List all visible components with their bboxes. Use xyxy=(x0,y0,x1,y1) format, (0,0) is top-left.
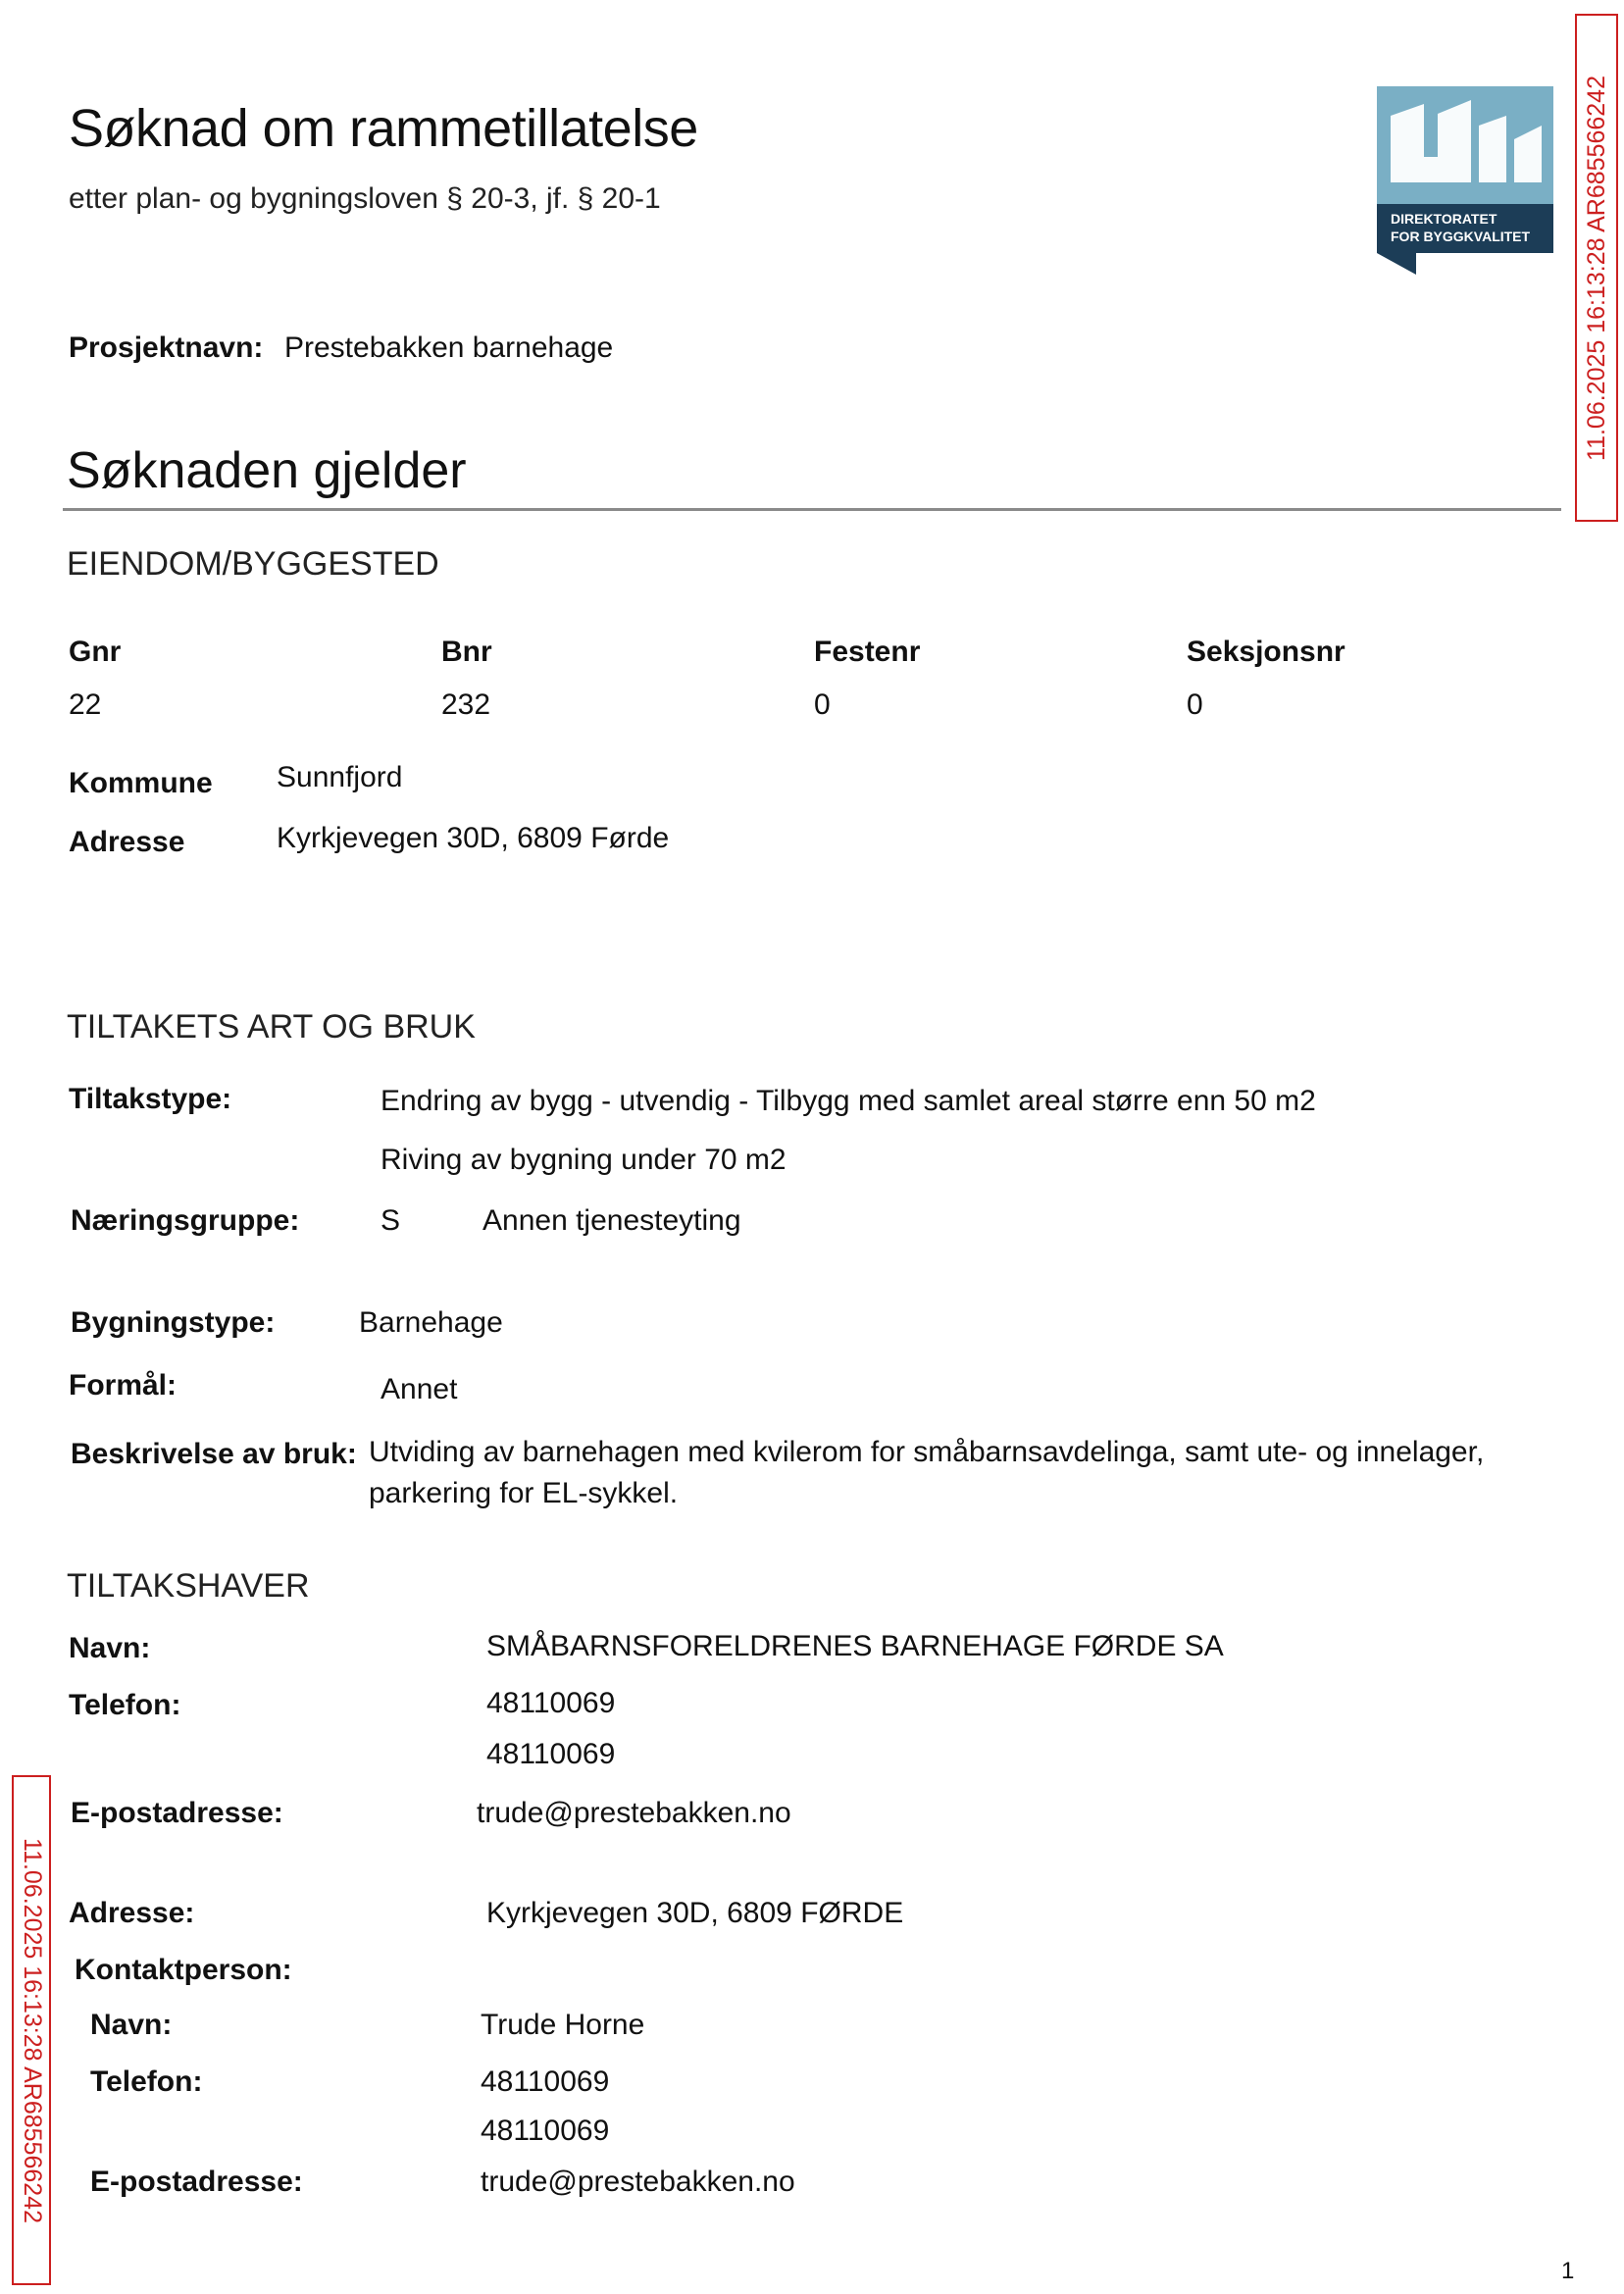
kommune-value: Sunnfjord xyxy=(277,761,403,793)
naeringsgruppe-label: Næringsgruppe: xyxy=(71,1204,300,1237)
kontaktperson-label: Kontaktperson: xyxy=(75,1954,292,1986)
stamp-text: 11.06.2025 16:13:28 AR685566242 xyxy=(18,1837,46,2223)
festenr-label: Festenr xyxy=(814,636,921,668)
tiltakshaver-adresse-label: Adresse: xyxy=(69,1897,195,1929)
tiltakshaver-telefon-value-1: 48110069 xyxy=(486,1687,616,1719)
gnr-label: Gnr xyxy=(69,636,122,668)
beskrivelse-label: Beskrivelse av bruk: xyxy=(71,1438,357,1470)
stamp-text: 11.06.2025 16:13:28 AR685566242 xyxy=(1582,75,1610,461)
naeringsgruppe-value: Annen tjenesteyting xyxy=(482,1204,741,1237)
kontakt-epost-value: trude@prestebakken.no xyxy=(481,2166,795,2198)
kontakt-telefon-value-1: 48110069 xyxy=(481,2065,610,2098)
kontakt-navn-label: Navn: xyxy=(90,2009,173,2041)
formaal-label: Formål: xyxy=(69,1369,178,1402)
tiltakshaver-epost-label: E-postadresse: xyxy=(71,1797,283,1829)
kontakt-navn-value: Trude Horne xyxy=(481,2009,645,2041)
section-divider xyxy=(63,508,1561,511)
logo-text-line2: FOR BYGGKVALITET xyxy=(1391,229,1531,244)
bygningstype-value: Barnehage xyxy=(359,1306,503,1339)
kontakt-telefon-label: Telefon: xyxy=(90,2065,203,2098)
tiltakstype-value-1: Endring av bygg - utvendig - Tilbygg med samlet areal større enn 50 m2 xyxy=(381,1085,1316,1117)
bygningstype-label: Bygningstype: xyxy=(71,1306,276,1339)
bnr-label: Bnr xyxy=(441,636,492,668)
adresse-value: Kyrkjevegen 30D, 6809 Førde xyxy=(277,822,670,854)
project-label: Prosjektnavn: xyxy=(69,331,264,364)
document-stamp-bottom xyxy=(12,1775,51,2285)
tiltakshaver-telefon-label: Telefon: xyxy=(69,1689,181,1721)
page-number: 1 xyxy=(1561,2258,1575,2284)
formaal-value: Annet xyxy=(381,1373,458,1405)
document-stamp-top xyxy=(1575,14,1618,522)
adresse-label: Adresse xyxy=(69,826,185,858)
tiltakshaver-epost-value: trude@prestebakken.no xyxy=(477,1797,791,1829)
tiltakstype-value-2: Riving av bygning under 70 m2 xyxy=(381,1144,787,1176)
tiltakshaver-navn-label: Navn: xyxy=(69,1632,151,1664)
tiltakshaver-telefon-value-2: 48110069 xyxy=(486,1738,616,1770)
beskrivelse-value: Utviding av barnehagen med kvilerom for småbarnsavdelinga, samt ute- og innelager, parkering for EL-sykkel. xyxy=(369,1436,1485,1509)
seksjonsnr-value: 0 xyxy=(1187,688,1203,721)
kommune-label: Kommune xyxy=(69,767,213,799)
dibk-logo-icon xyxy=(1377,86,1553,275)
logo-text-line1: DIREKTORATET xyxy=(1391,211,1497,227)
seksjonsnr-label: Seksjonsnr xyxy=(1187,636,1345,668)
bnr-value: 232 xyxy=(441,688,491,721)
section-heading: Søknaden gjelder xyxy=(67,442,467,499)
eiendom-heading: EIENDOM/BYGGESTED xyxy=(67,545,439,583)
page-subtitle: etter plan- og bygningsloven § 20-3, jf. § 20-1 xyxy=(69,182,661,215)
tiltakshaver-heading: TILTAKSHAVER xyxy=(67,1567,310,1605)
gnr-value: 22 xyxy=(69,688,102,721)
kontakt-telefon-value-2: 48110069 xyxy=(481,2115,610,2147)
tiltakshaver-adresse-value: Kyrkjevegen 30D, 6809 FØRDE xyxy=(486,1897,904,1929)
tiltakstype-label: Tiltakstype: xyxy=(69,1083,232,1115)
project-value: Prestebakken barnehage xyxy=(284,331,614,364)
kontakt-epost-label: E-postadresse: xyxy=(90,2166,303,2198)
tiltak-heading: TILTAKETS ART OG BRUK xyxy=(67,1008,476,1045)
page-title: Søknad om rammetillatelse xyxy=(69,99,698,158)
festenr-value: 0 xyxy=(814,688,831,721)
tiltakshaver-navn-value: SMÅBARNSFORELDRENES BARNEHAGE FØRDE SA xyxy=(486,1630,1224,1662)
naeringsgruppe-code: S xyxy=(381,1204,401,1237)
